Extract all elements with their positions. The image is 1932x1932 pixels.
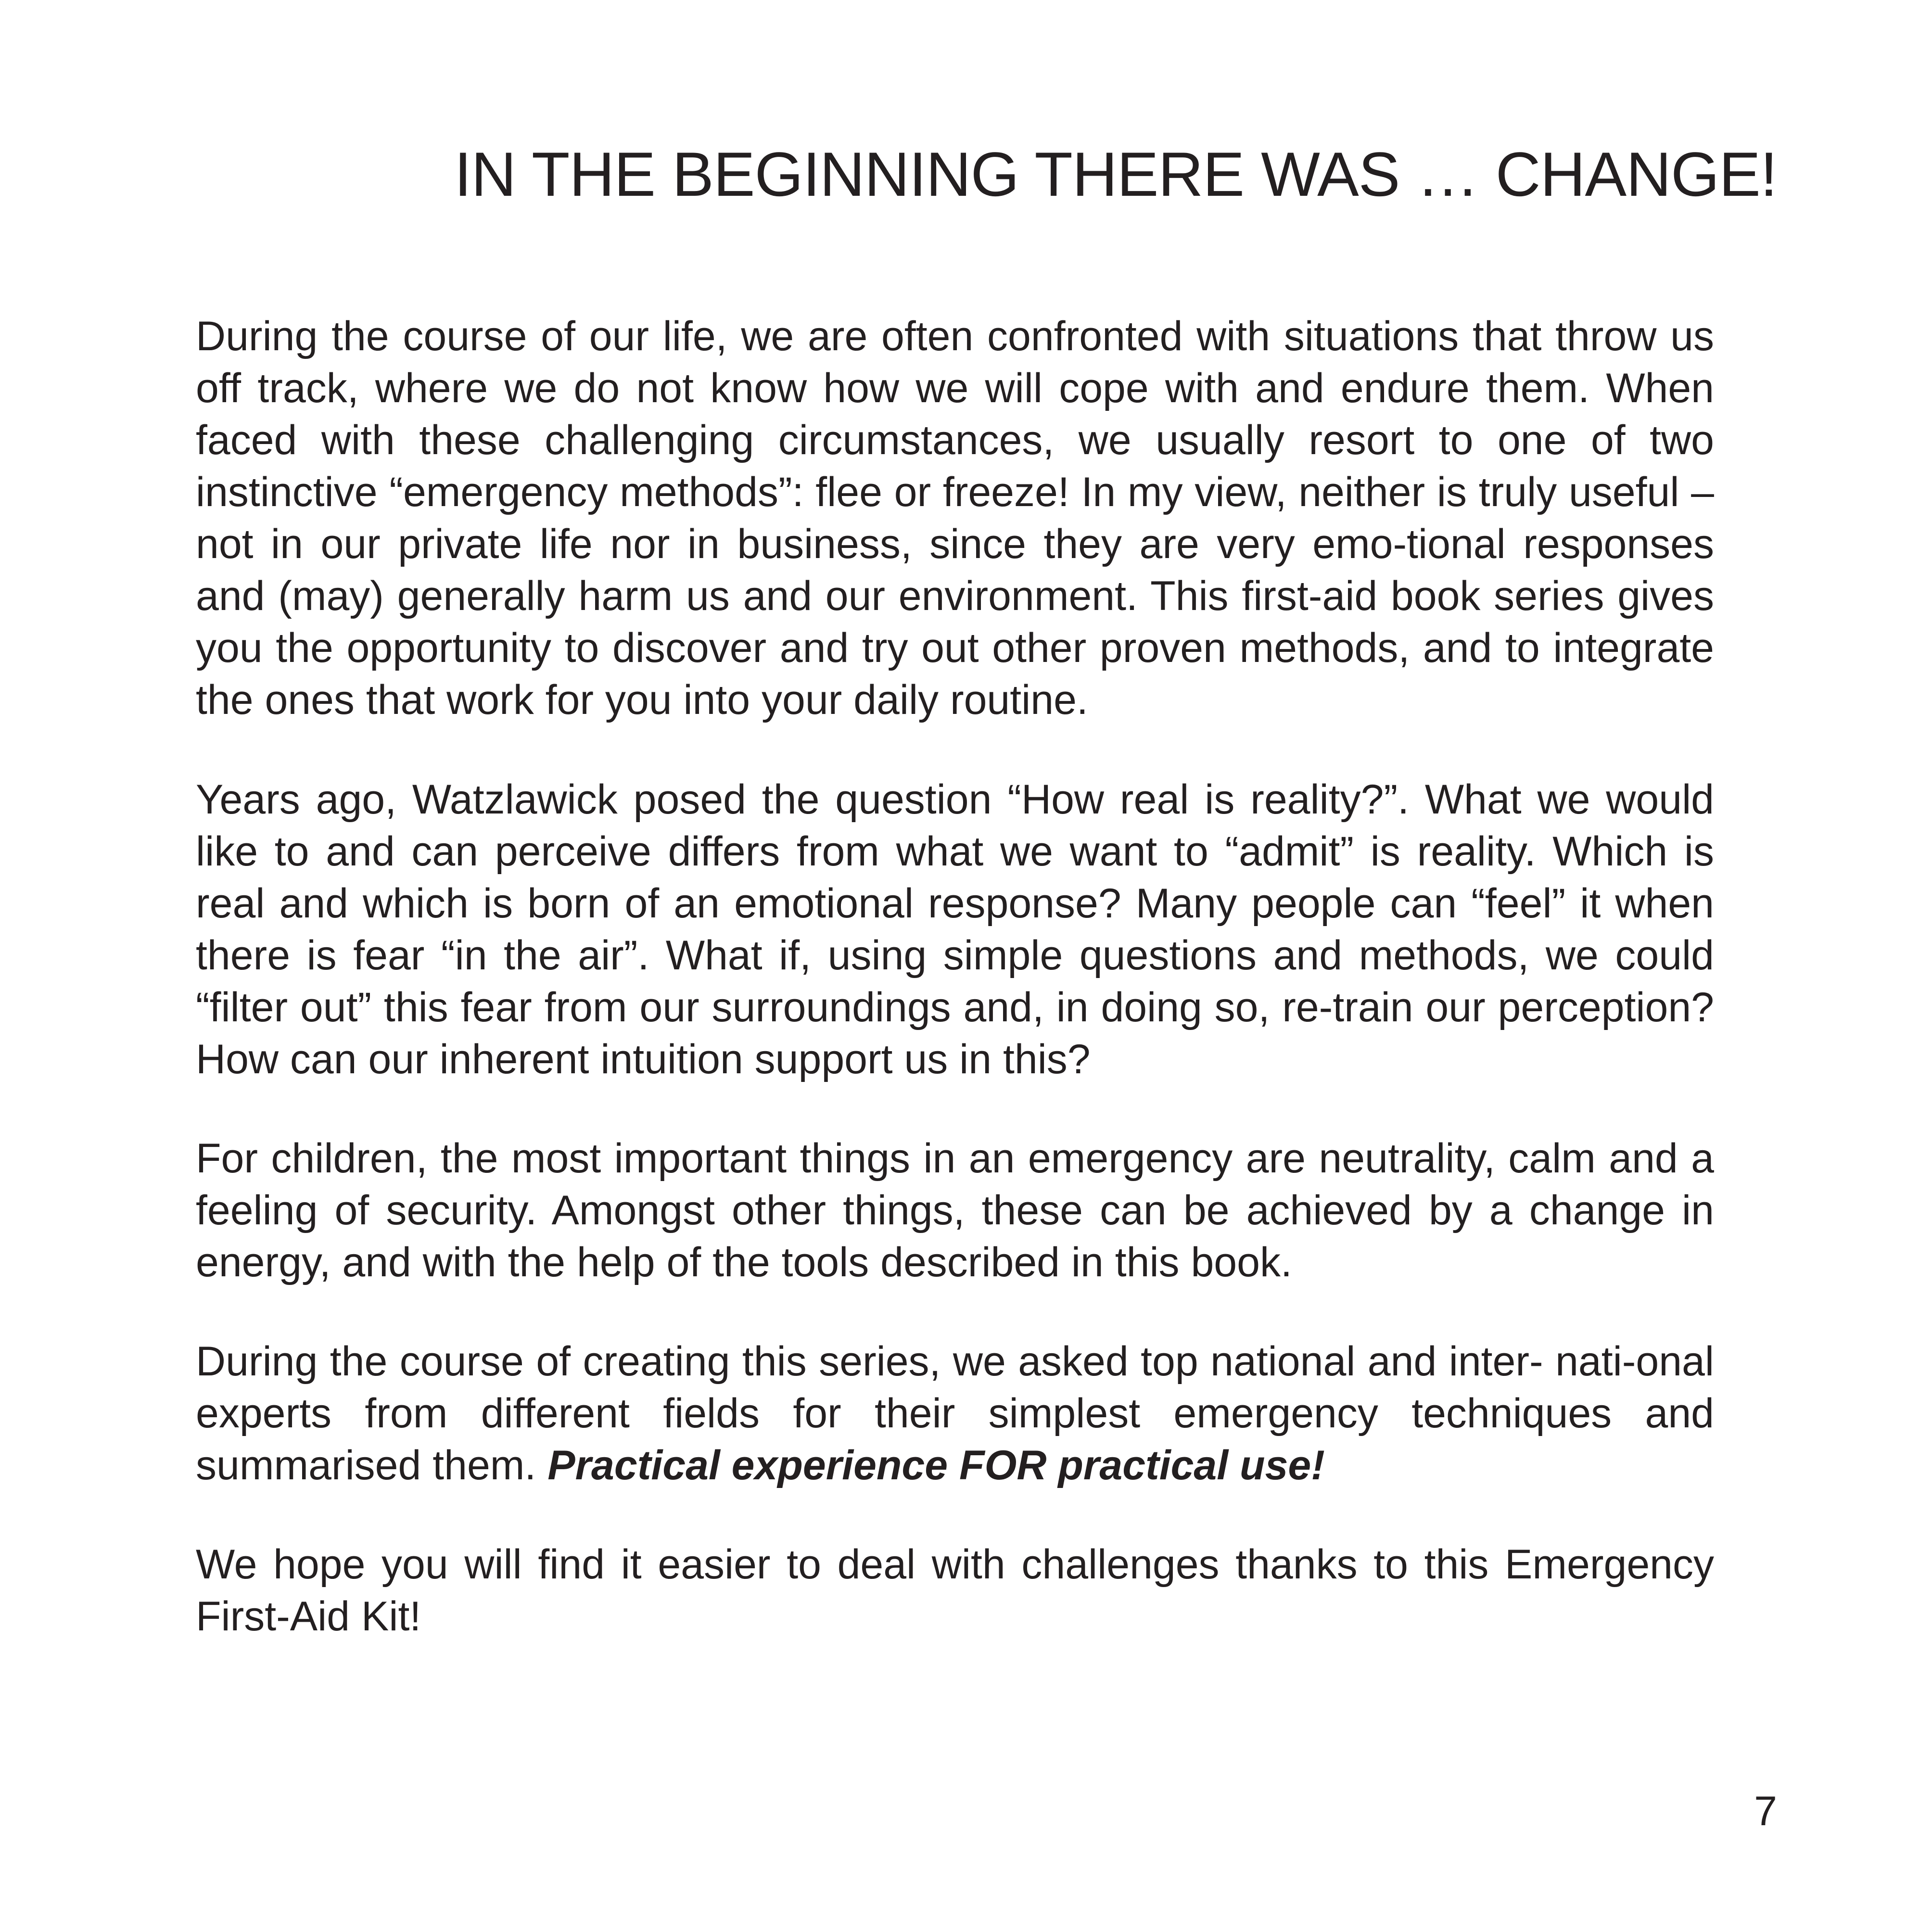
emphasis-practical-use: Practical experience FOR practical use! <box>547 1442 1325 1488</box>
paragraph-experts <box>196 1335 1714 1491</box>
paragraph-experts-text: During the course of creating this series, we asked top national and inter- nati-onal experts from different fields for their simplest emergency techniques and summarised them. <box>196 1338 1714 1488</box>
page-number: 7 <box>1754 1788 1777 1834</box>
paragraph-watzlawick: Years ago, Watzlawick posed the question “How real is reality?”. What we would like to and can perceive differs from what we want to “admit” is reality. Which is real and which is born of an emotional response? Many people can “feel” it when there is fear “in the air”. What if, using simple questions and methods, we could “filter out” this fear from our surroundings and, in doing so, re-train our perception? How can our inherent intuition support us in this? <box>196 776 1714 1082</box>
page-title: IN THE BEGINNING THERE WAS … CHANGE! <box>454 139 1777 209</box>
paragraph-intro: During the course of our life, we are often confronted with situations that throw us off track, where we do not know how we will cope with and endure them. When faced with these challenging circumstances, we usually resort to one of two instinctive “emergency methods”: flee or freeze! In my view, neither is truly useful – not in our private life nor in business, since they are very emo-tional responses and (may) generally harm us and our environment. This first-aid book series gives you the opportunity to discover and try out other proven methods, and to integrate the ones that work for you into your daily routine. <box>196 313 1714 723</box>
paragraph-closing: We hope you will find it easier to deal with challenges thanks to this Emergency First-Aid Kit! <box>196 1541 1714 1640</box>
paragraph-children: For children, the most important things in an emergency are neutrality, calm and a feeling of security. Amongst other things, these can be achieved by a change in energy, and with the help of the tools described in this book. <box>196 1135 1714 1285</box>
